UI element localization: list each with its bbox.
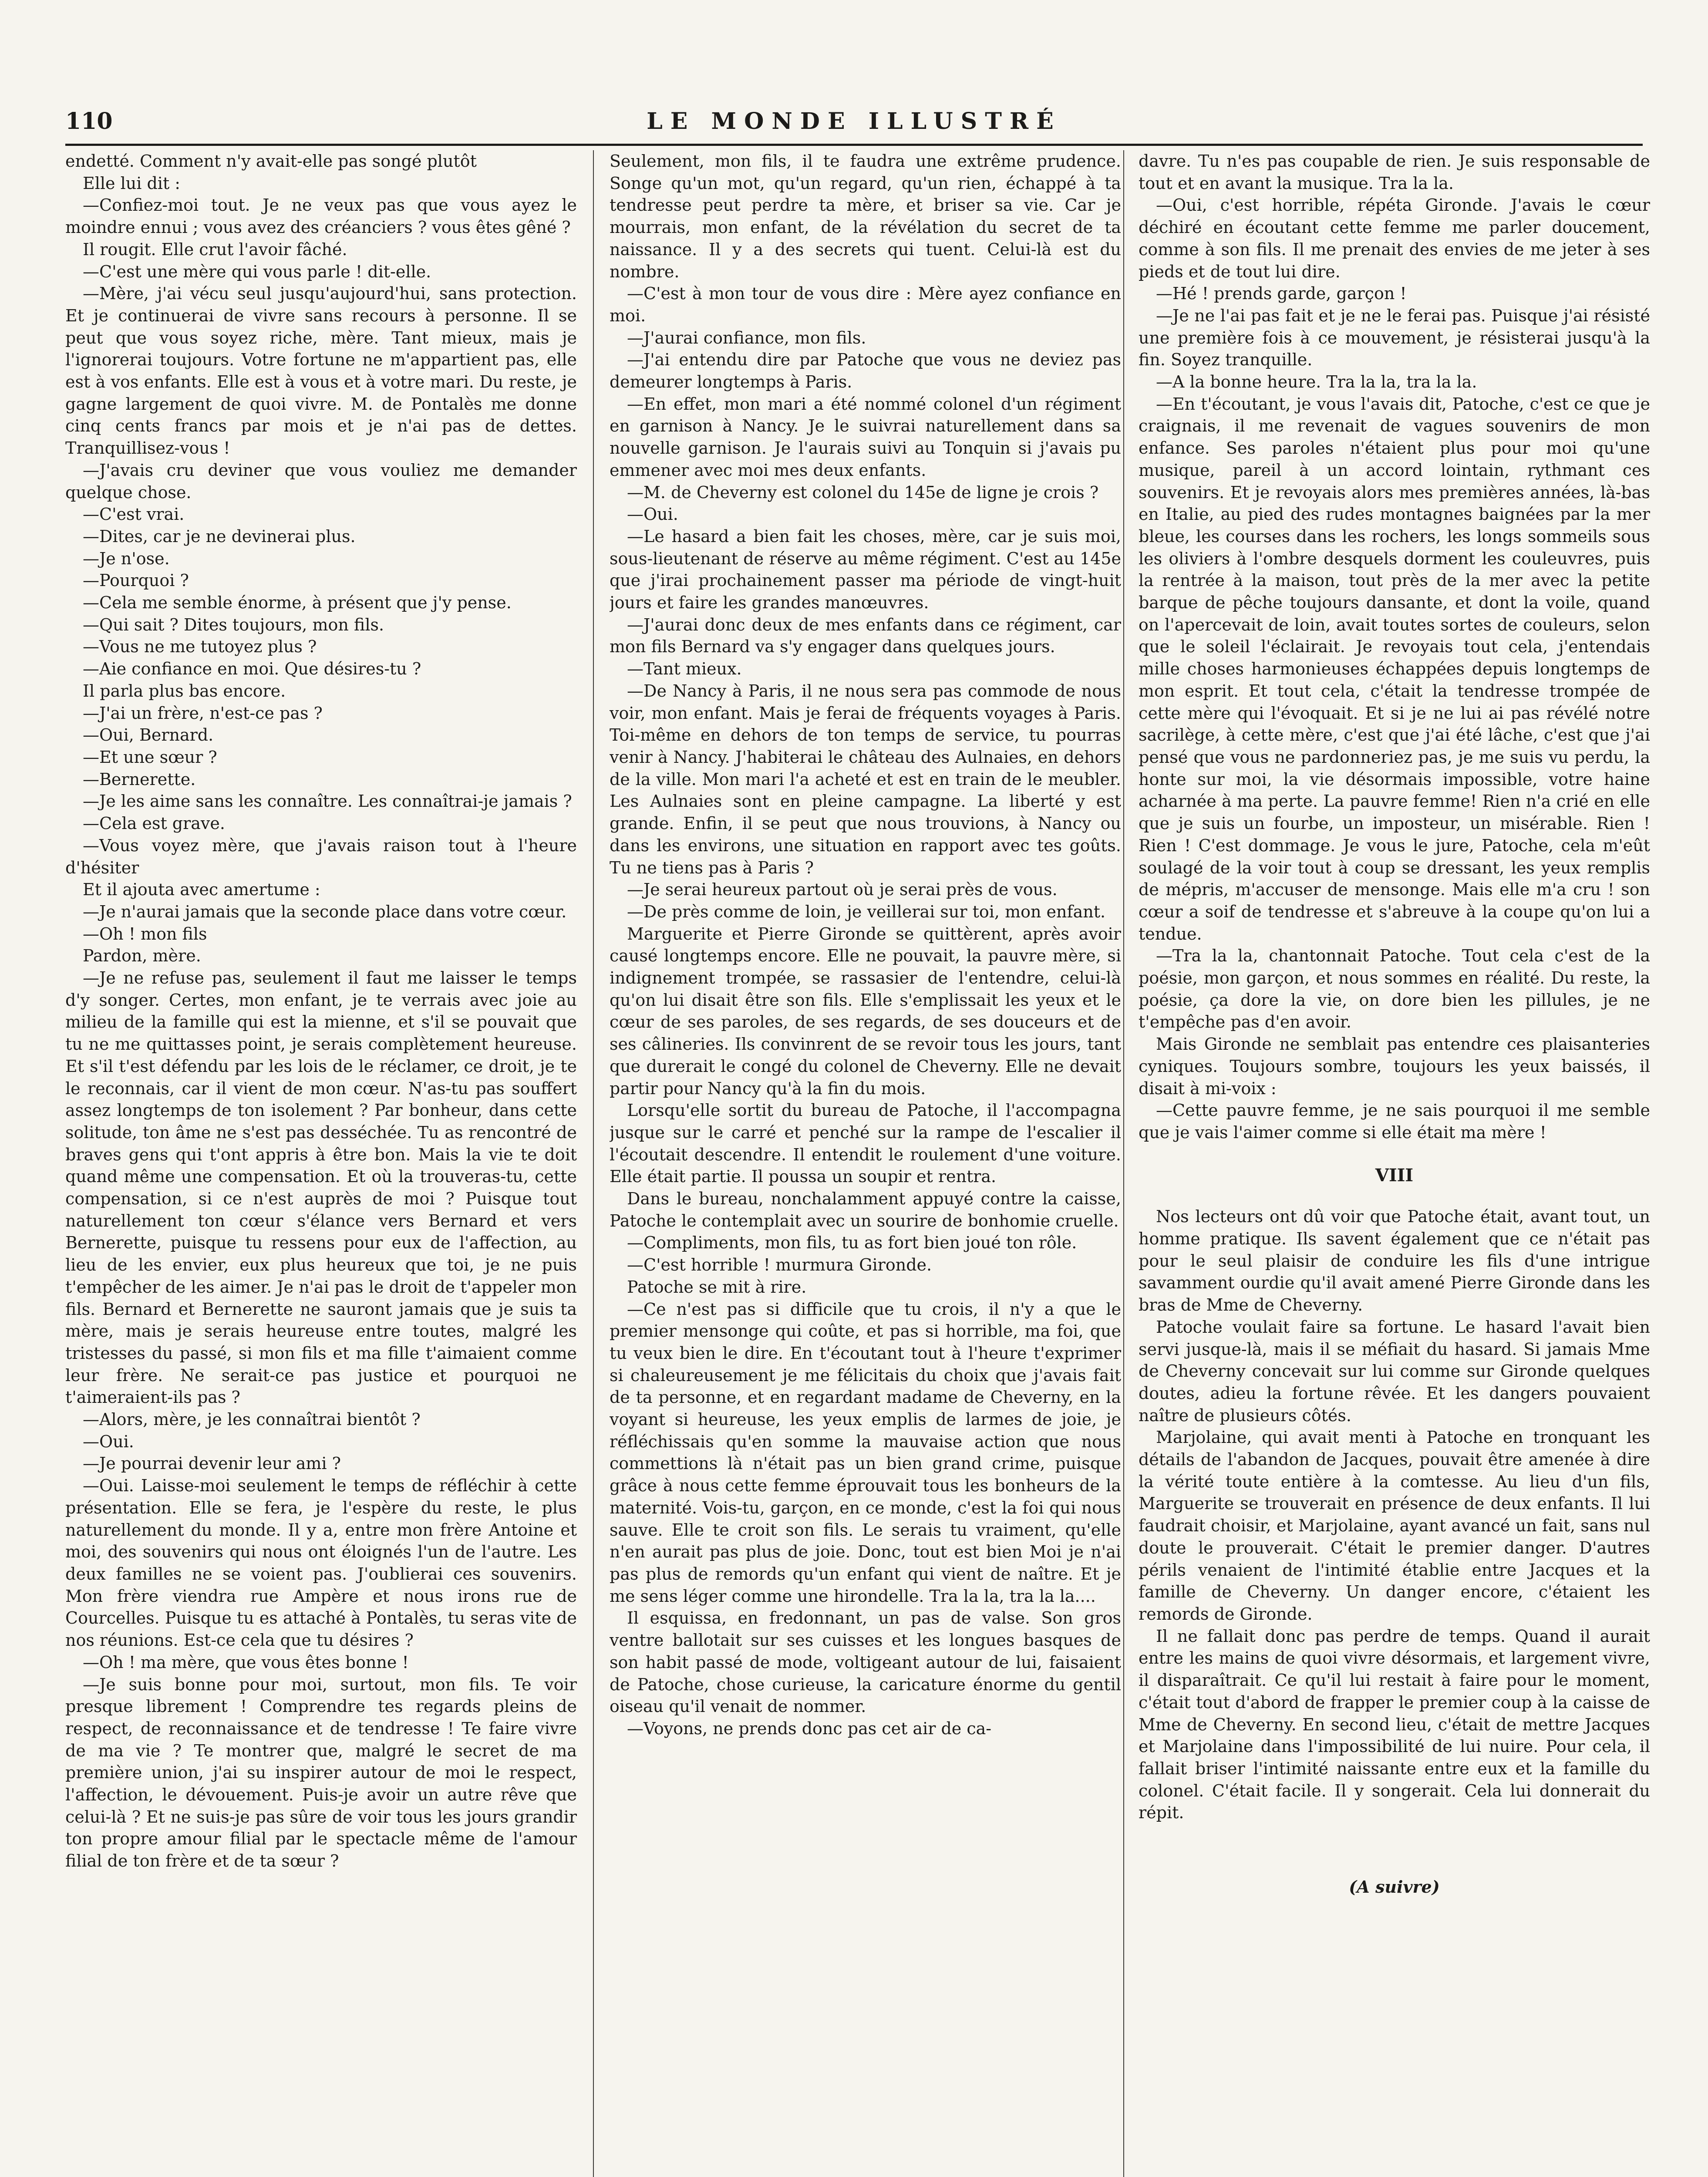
paragraph: —Aie confiance en moi. Que désires-tu ? [83,659,421,679]
paragraph: —Tra la la, chantonnait Patoche. Tout cela c'est de la poésie, mon garçon, et nous sommes en réalité. Du reste, la poésie, ça dore la vie, on dore bien les pillules, je ne t'empêche pas d'en avoir. [1139,946,1650,1032]
paragraph: Marguerite et Pierre Gironde se quittèrent, après avoir causé longtemps encore. Elle ne pouvait, la pauvre mère, si indignement trompée, se rassasier de l'entendre, celui-là qu'on lui disait être son fils. Elle s'emplissait les yeux et le cœur de ses paroles, de ses regards, de ses douceurs et de ses câlineries. Ils convinrent de se revoir tous les jours, tant que durerait le congé du colonel de Cheverny. Elle ne devait partir pour Nancy qu'à la fin du mois. [610,924,1121,1098]
paragraph: —Je pourrai devenir leur ami ? [83,1454,341,1473]
paragraph: —Le hasard a bien fait les choses, mère, car je suis moi, sous-lieutenant de réserve au même régiment. C'est au 145e que j'irai prochainement passer ma période de vingt-huit jours et faire les grandes manœuvres. [610,526,1121,613]
paragraph: —Cette pauvre femme, je ne sais pourquoi il me semble que je vais l'aimer comme si elle était ma mère ! [1139,1101,1650,1142]
paragraph: —Hé ! prends garde, garçon ! [1156,284,1407,303]
paragraph: Seulement, mon fils, il te faudra une extrême prudence. Songe qu'un mot, qu'un regard, qu'un rien, échappé à ta tendresse peut perdre ta mère, et briser sa vie. Car je mourrais, mon enfant, de la révélation du secret de ta naissance. Il y a des secrets qui tuent. Celui-là est du nombre. [610,152,1121,281]
paragraph: —Je suis bonne pour moi, surtout, mon fils. Te voir presque librement ! Comprendre tes regards pleins de respect, de reconnaissance et de tendresse ! Te faire vivre de ma vie ? Te montrer que, malgré le secret de ma première union, j'ai su inspirer autour de moi le respect, l'affection, le dévouement. Puis-je avoir un autre rêve que celui-là ? Et ne suis-je pas sûre de voir tous les jours grandir ton propre amour filial par le spectacle même de l'amour filial de ton frère et de ta sœur ? [65,1675,577,1871]
paragraph: —Qui sait ? Dites toujours, mon fils. [83,615,384,634]
paragraph: —Compliments, mon fils, tu as fort bien joué ton rôle. [627,1233,1077,1253]
paragraph: —Ce n'est pas si difficile que tu crois, il n'y a que le premier mensonge qui coûte, et pas si horrible, ma foi, que tu veux bien le dire. En t'écoutant tout à l'heure t'exprimer si chaleureusement je me félicitais du choix que j'avais fait de ta personne, et en regardant madame de Cheverny, en la voyant si heureuse, les yeux emplis de larmes de joie, je réfléchissais qu'en somme la mauvaise action que nous commettions là n'était pas un bien grand crime, puisque grâce à nous cette femme éprouvait tous les bonheurs de la maternité. Vois-tu, garçon, en ce monde, c'est la foi qui nous sauve. Elle te croit son fils. Le serais tu vraiment, qu'elle n'en aurait pas plus de joie. Donc, tout est bien Moi je n'ai pas plus de remords qu'un enfant qui vient de naître. Et je me sens léger comme une hirondelle. Tra la la, tra la la.... [610,1299,1121,1606]
paragraph: —J'ai entendu dire par Patoche que vous ne deviez pas demeurer longtemps à Paris. [610,350,1121,392]
paragraph: —Oui. [83,1432,134,1451]
paragraph: —Je ne l'ai pas fait et je ne le ferai pas. Puisque j'ai résisté une première fois à ce mouvement, je résisterai jusqu'à la fin. Soyez tranquille. [1139,306,1650,370]
paragraph: —Oui. Laisse-moi seulement le temps de réfléchir à cette présentation. Elle se fera, je l'espère du reste, le plus naturellement du monde. Il y a, entre mon frère Antoine et moi, des souvenirs qui nous ont éloignés l'un de l'autre. Les deux familles ne se voient pas. J'oublierai ces souvenirs. Mon frère viendra rue Ampère et nous irons rue de Courcelles. Puisque tu es attaché à Pontalès, tu seras vite de nos réunions. Est-ce cela que tu désires ? [65,1476,577,1650]
page-number: 110 [65,108,113,135]
paragraph: davre. Tu n'es pas coupable de rien. Je suis responsable de tout et en avant la musique. Tra la la. [1139,152,1650,193]
paragraph: —Dites, car je ne devinerai plus. [83,526,356,546]
text-column-2 [610,150,1121,2177]
paragraph: —Voyons, ne prends donc pas cet air de ca- [627,1719,992,1738]
paragraph: —Je n'ose. [83,549,170,568]
paragraph: —Oui. [627,505,678,524]
paragraph: —J'aurai donc deux de mes enfants dans ce régiment, car mon fils Bernard va s'y engager dans quelques jours. [610,615,1121,657]
paragraph: Elle lui dit : [83,173,181,193]
paragraph: —Oui, c'est horrible, répéta Gironde. J'avais le cœur déchiré en écoutant cette femme me parler doucement, comme à son fils. Il me prenait des envies de me jeter à ses pieds et de tout lui dire. [1139,195,1650,281]
paragraph: Il esquissa, en fredonnant, un pas de valse. Son gros ventre ballotait sur ses cuisses et les longues basques de son habit passé de mode, voltigeant autour de lui, faisaient de Patoche, chose curieuse, la caricature énorme du gentil oiseau qu'il venait de nommer. [610,1608,1121,1716]
paragraph: Patoche voulait faire sa fortune. Le hasard l'avait bien servi jusque-là, mais il se méfiait du hasard. Si jamais Mme de Cheverny concevait sur lui comme sur Gironde quelques doutes, adieu la fortune rêvée. Et les dangers pouvaient naître de plusieurs côtés. [1139,1317,1650,1425]
text-column-3 [1139,150,1650,2177]
paragraph: —J'avais cru deviner que vous vouliez me demander quelque chose. [65,460,577,502]
paragraph: —C'est à mon tour de vous dire : Mère ayez confiance en moi. [610,284,1121,325]
paragraph: Mais Gironde ne semblait pas entendre ces plaisanteries cyniques. Toujours sombre, toujours les yeux baissés, il disait à mi-voix : [1139,1035,1650,1098]
paragraph: Il parla plus bas encore. [83,681,286,701]
paragraph: Il ne fallait donc pas perdre de temps. Quand il aurait entre les mains de quoi vivre désormais, et largement vivre, il disparaîtrait. Ce qu'il lui restait à faire pour le moment, c'était tout d'abord de frapper le premier coup à la caisse de Mme de Cheverny. En second lieu, c'était de mettre Jacques et Marjolaine dans l'impossibilité de lui nuire. Pour cela, il fallait briser l'intimité naissante entre eux et la famille du colonel. C'était facile. Il y songerait. Cela lui donnerait du répit. [1139,1626,1650,1823]
paragraph: —En effet, mon mari a été nommé colonel d'un régiment en garnison à Nancy. Je le suivrai naturellement dans sa nouvelle garnison. Je l'aurais suivi au Tonquin si j'avais pu emmener avec moi mes deux enfants. [610,394,1121,480]
to-be-continued: (A suivre) [1349,1877,1440,1897]
paragraph: —De près comme de loin, je veillerai sur toi, mon enfant. [627,902,1106,921]
paragraph: —Je ne refuse pas, seulement il faut me laisser le temps d'y songer. Certes, mon enfant, je te verrais avec joie au milieu de la famille qui est la mienne, et s'il se pouvait que tu ne me quittasses point, je serais complètement heureuse. Et s'il t'est défendu par les lois de le réclamer, ce droit, je te le reconnais, car il vient de mon cœur. N'as-tu pas souffert assez longtemps de ton isolement ? Par bonheur, dans cette solitude, ton âme ne s'est pas desséchée. Tu as rencontré de braves gens qui t'ont appris à être bon. Mais la vie te doit quand même une compensation. Et où la trouveras-tu, cette compensation, si ce n'est auprès de moi ? Puisque tout naturellement ton cœur s'élance vers Bernard et vers Bernerette, puisque tu ressens pour eux de l'affection, au lieu de les envier, eux plus heureux que toi, je ne puis t'empêcher de les aimer. Je n'ai pas le droit de t'appeler mon fils. Bernard et Bernerette ne sauront jamais que je suis ta mère, mais je serais heureuse entre toutes, malgré les tristesses du passé, si mon fils et ma fille t'aimaient comme leur frère. Ne serait-ce pas justice et pourquoi ne t'aimeraient-ils pas ? [65,968,577,1407]
paragraph: —Alors, mère, je les connaîtrai bientôt ? [83,1410,421,1429]
paragraph: Il rougit. Elle crut l'avoir fâché. [83,239,347,259]
paragraph: —Et une sœur ? [83,747,217,767]
paragraph: —Bernerette. [83,769,196,789]
paragraph: —Pourquoi ? [83,571,189,590]
paragraph: Patoche se mit à rire. [627,1277,807,1297]
paragraph: —C'est vrai. [83,505,185,524]
paragraph: —Cela est grave. [83,814,225,833]
paragraph: —Confiez-moi tout. Je ne veux pas que vous ayez le moindre ennui ; vous avez des créanciers ? vous êtes gêné ? [65,195,577,237]
paragraph: —Oh ! mon fils [83,924,207,944]
paragraph: —Oui, Bernard. [83,725,214,745]
paragraph: Pardon, mère. [83,946,201,966]
paragraph: —J'aurai confiance, mon fils. [627,328,866,347]
paragraph: —Mère, j'ai vécu seul jusqu'aujourd'hui, sans protection. Et je continuerai de vivre sans recours à personne. Il se peut que vous soyez riche, mère. Tant mieux, mais je l'ignorerai toujours. Votre fortune ne m'appartient pas, elle est à vos enfants. Elle est à vous et à votre mari. Du reste, je gagne largement de quoi vivre. M. de Pontalès me donne cinq cents francs par mois et je n'ai pas de dettes. Tranquillisez-vous ! [65,284,577,458]
journal-title: LE MONDE ILLUSTRÉ [647,108,1061,135]
paragraph: Dans le bureau, nonchalamment appuyé contre la caisse, Patoche le contemplait avec un sourire de bonhomie cruelle. [610,1189,1121,1230]
text-column-1 [65,150,577,2177]
column-divider [593,150,594,2177]
page-header [65,108,1643,138]
paragraph: —C'est une mère qui vous parle ! dit-elle. [83,262,431,281]
paragraph: —Cela me semble énorme, à présent que j'y pense. [83,593,512,613]
column-divider [1123,150,1124,2177]
paragraph: endetté. Comment n'y avait-elle pas songé plutôt [65,152,477,171]
paragraph: —Je les aime sans les connaître. Les connaîtrai-je jamais ? [83,792,572,811]
paragraph: Lorsqu'elle sortit du bureau de Patoche, il l'accompagna jusque sur le carré et penché sur la rampe de l'escalier il l'écoutait descendre. Il entendit le roulement d'une voiture. Elle était partie. Il poussa un soupir et rentra. [610,1101,1121,1186]
chapter-heading: VIII [1375,1165,1414,1186]
paragraph: Et il ajouta avec amertume : [83,880,320,900]
paragraph: —Vous voyez mère, que j'avais raison tout à l'heure d'hésiter [65,836,577,877]
paragraph: Marjolaine, qui avait menti à Patoche en tronquant les détails de l'abandon de Jacques, pouvait être amenée à dire la vérité toute entière à la comtesse. Au lieu d'un fils, Marguerite se trouverait en présence de deux enfants. Il lui faudrait choisir, et Marjolaine, ayant avancé un fait, sans nul doute le prouverait. C'était le premier danger. D'autres périls venaient de l'intimité établie entre Jacques et la famille de Cheverny. Un danger encore, c'étaient les remords de Gironde. [1139,1428,1650,1624]
paragraph: —Tant mieux. [627,659,742,679]
paragraph: —M. de Cheverny est colonel du 145e de ligne je crois ? [627,482,1099,502]
paragraph: —C'est horrible ! murmura Gironde. [627,1255,932,1275]
paragraph: —A la bonne heure. Tra la la, tra la la. [1156,372,1477,392]
paragraph: —J'ai un frère, n'est-ce pas ? [83,703,323,723]
paragraph: Nos lecteurs ont dû voir que Patoche était, avant tout, un homme pratique. Ils savent également que ce n'était pas pour le seul plaisir de conduire les fils d'une intrigue savamment ourdie qu'il avait amené Pierre Gironde dans les bras de Mme de Cheverny. [1139,1207,1650,1315]
paragraph: —Je serai heureux partout où je serai près de vous. [627,880,1058,900]
paragraph: —De Nancy à Paris, il ne nous sera pas commode de nous voir, mon enfant. Mais je ferai de fréquents voyages à Paris. Toi-même en dehors de ton temps de service, tu pourras venir à Nancy. J'habiterai le château des Aulnaies, en dehors de la ville. Mon mari l'a acheté et est en train de le meubler. Les Aulnaies sont en pleine campagne. La liberté y est grande. Enfin, il se peut que nous trouvions, à Nancy ou dans les environs, une situation en rapport avec tes goûts. Tu ne tiens pas à Paris ? [610,681,1121,877]
paragraph: —En t'écoutant, je vous l'avais dit, Patoche, c'est ce que je craignais, il me revenait de vagues souvenirs de mon enfance. Ses paroles n'étaient plus pour moi qu'une musique, pareil à un accord lointain, rythmant ces souvenirs. Et je revoyais alors mes premières années, là-bas en Italie, au pied des rudes montagnes baignées par la mer bleue, les courses dans les rochers, les longs sommeils sous les oliviers à l'ombre desquels dorment les couleuvres, puis la rentrée à la maison, tout près de la mer avec la petite barque de pêche toujours dansante, et dont la voile, quand on l'apercevait de loin, avait toutes sortes de couleurs, selon que le soleil l'éclairait. Je revoyais tout cela, j'entendais mille choses harmonieuses échappées depuis longtemps de mon esprit. Et tout cela, c'était la tendresse trompée de cette mère qui l'évoquait. Et si je ne lui ai pas révélé notre sacrilège, à cette mère, c'est que j'ai été lâche, c'est que j'ai pensé que vous ne pardonneriez pas, je me suis vu perdu, la honte sur moi, la vie désormais impossible, votre haine acharnée à ma perte. La pauvre femme! Rien n'a crié en elle que je suis un fourbe, un imposteur, un misérable. Rien ! Rien ! C'est dommage. Je vous le jure, Patoche, cela m'eût soulagé de la voir tout à coup se dressant, les yeux remplis de mépris, m'accuser de mensonge. Mais elle m'a cru ! son cœur a soif de tendresse et s'abreuve à la coupe qu'on lui a tendue. [1139,394,1650,944]
header-rule [65,144,1643,146]
paragraph: —Oh ! ma mère, que vous êtes bonne ! [83,1652,409,1672]
paragraph: —Je n'aurai jamais que la seconde place dans votre cœur. [83,902,567,921]
paragraph: —Vous ne me tutoyez plus ? [83,637,317,657]
